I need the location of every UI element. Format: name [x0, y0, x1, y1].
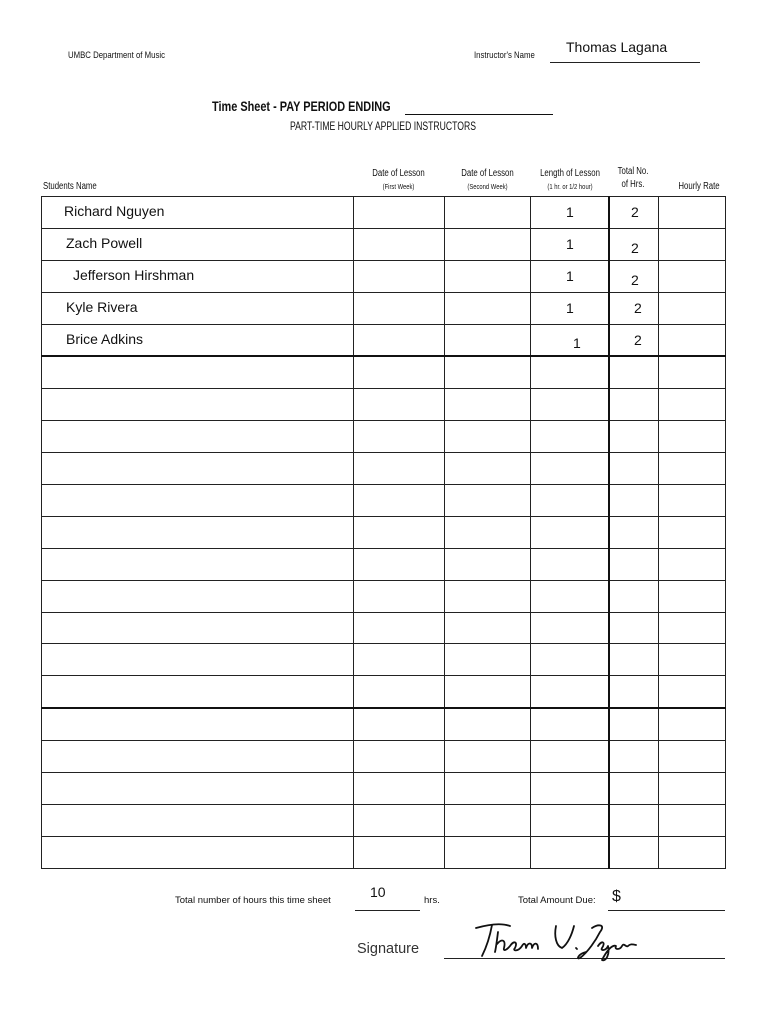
cell-lesson-length[interactable] [531, 741, 610, 773]
lesson-length-text: 1 [573, 334, 581, 351]
cell-date-second-week[interactable] [445, 324, 531, 356]
cell-hourly-rate[interactable] [659, 804, 726, 836]
table-row [42, 644, 726, 676]
cell-student-name[interactable] [42, 644, 354, 676]
table-row [42, 485, 726, 517]
col-header-date2-title: Date of Lesson [461, 168, 514, 179]
cell-date-second-week[interactable] [445, 421, 531, 453]
cell-date-first-week[interactable] [354, 773, 445, 805]
cell-hourly-rate[interactable] [659, 708, 726, 740]
table-row [42, 356, 726, 388]
table-row [42, 516, 726, 548]
col-header-date2-sub: (Second Week) [467, 182, 508, 191]
cell-date-second-week[interactable] [445, 580, 531, 612]
total-due-line[interactable] [608, 910, 725, 911]
cell-total-hours[interactable] [609, 197, 659, 229]
cell-lesson-length[interactable] [531, 612, 610, 644]
cell-date-second-week[interactable] [445, 453, 531, 485]
cell-lesson-length[interactable] [531, 516, 610, 548]
cell-date-second-week[interactable] [445, 197, 531, 229]
col-header-date1-sub: (First Week) [382, 182, 415, 191]
pay-period-line [405, 114, 553, 115]
lesson-length-text: 1 [566, 267, 574, 284]
cell-date-first-week[interactable] [354, 676, 445, 708]
col-header-total-sub: of Hrs. [621, 179, 645, 190]
department-label: UMBC Department of Music [68, 50, 165, 61]
cell-student-name[interactable] [42, 453, 354, 485]
cell-lesson-length[interactable] [531, 421, 610, 453]
total-due-label: Total Amount Due: [518, 895, 596, 906]
cell-hourly-rate[interactable] [659, 197, 726, 229]
cell-hourly-rate[interactable] [659, 580, 726, 612]
cell-date-second-week[interactable] [445, 708, 531, 740]
cell-hourly-rate[interactable] [659, 389, 726, 421]
cell-date-first-week[interactable] [354, 197, 445, 229]
cell-total-hours[interactable] [609, 836, 659, 868]
page-title: Time Sheet - PAY PERIOD ENDING [212, 98, 391, 114]
cell-date-first-week[interactable] [354, 741, 445, 773]
table-row [42, 389, 726, 421]
cell-student-name[interactable] [42, 836, 354, 868]
cell-total-hours[interactable] [609, 644, 659, 676]
col-header-total [614, 165, 653, 191]
cell-date-first-week[interactable] [354, 389, 445, 421]
cell-hourly-rate[interactable] [659, 485, 726, 517]
cell-date-first-week[interactable] [354, 260, 445, 292]
instructor-name-label: Instructor's Name [474, 50, 535, 61]
cell-student-name[interactable] [42, 228, 354, 260]
cell-date-second-week[interactable] [445, 389, 531, 421]
total-hours-text: 2 [631, 239, 639, 256]
table-row [42, 260, 726, 292]
cell-date-first-week[interactable] [354, 324, 445, 356]
cell-student-name[interactable] [42, 612, 354, 644]
cell-student-name[interactable] [42, 421, 354, 453]
table-row [42, 676, 726, 708]
cell-date-first-week[interactable] [354, 644, 445, 676]
cell-lesson-length[interactable] [531, 197, 610, 229]
cell-total-hours[interactable] [609, 516, 659, 548]
cell-total-hours[interactable] [609, 421, 659, 453]
signature-label: Signature [357, 941, 420, 957]
cell-hourly-rate[interactable] [659, 421, 726, 453]
cell-lesson-length[interactable] [531, 676, 610, 708]
table-row [42, 421, 726, 453]
cell-hourly-rate[interactable] [659, 260, 726, 292]
cell-lesson-length[interactable] [531, 260, 610, 292]
cell-date-first-week[interactable] [354, 516, 445, 548]
student-name-text: Zach Powell [66, 234, 143, 251]
timesheet-table [41, 196, 726, 869]
col-header-total-title: Total No. [617, 166, 649, 177]
col-header-students: Students Name [43, 181, 97, 192]
cell-lesson-length[interactable] [531, 485, 610, 517]
table-row [42, 773, 726, 805]
cell-date-second-week[interactable] [445, 644, 531, 676]
cell-hourly-rate[interactable] [659, 612, 726, 644]
cell-hourly-rate[interactable] [659, 516, 726, 548]
cell-lesson-length[interactable] [531, 324, 610, 356]
table-row [42, 292, 726, 324]
table-row [42, 708, 726, 740]
col-header-length-sub: (1 hr. or 1/2 hour) [547, 182, 593, 191]
total-hours-line [355, 910, 420, 911]
table-row [42, 580, 726, 612]
signature-drawing [470, 918, 640, 964]
cell-hourly-rate[interactable] [659, 676, 726, 708]
cell-date-first-week[interactable] [354, 356, 445, 388]
cell-student-name[interactable] [42, 292, 354, 324]
col-header-length-title: Length of Lesson [540, 168, 600, 179]
cell-student-name[interactable] [42, 676, 354, 708]
cell-hourly-rate[interactable] [659, 836, 726, 868]
cell-total-hours[interactable] [609, 292, 659, 324]
cell-student-name[interactable] [42, 485, 354, 517]
cell-total-hours[interactable] [609, 356, 659, 388]
total-hours-text: 2 [631, 204, 639, 220]
cell-total-hours[interactable] [609, 741, 659, 773]
cell-date-first-week[interactable] [354, 612, 445, 644]
table-row [42, 548, 726, 580]
cell-date-second-week[interactable] [445, 773, 531, 805]
cell-total-hours[interactable] [609, 453, 659, 485]
cell-total-hours[interactable] [609, 580, 659, 612]
hrs-unit: hrs. [424, 895, 440, 906]
cell-date-first-week[interactable] [354, 804, 445, 836]
cell-hourly-rate[interactable] [659, 292, 726, 324]
table-row [42, 228, 726, 260]
cell-lesson-length[interactable] [531, 804, 610, 836]
cell-student-name[interactable] [42, 197, 354, 229]
col-header-date1-title: Date of Lesson [372, 168, 425, 179]
cell-date-second-week[interactable] [445, 260, 531, 292]
cell-lesson-length[interactable] [531, 389, 610, 421]
cell-total-hours[interactable] [609, 612, 659, 644]
cell-student-name[interactable] [42, 516, 354, 548]
cell-date-first-week[interactable] [354, 421, 445, 453]
cell-lesson-length[interactable] [531, 228, 610, 260]
total-hours-text: 2 [631, 271, 639, 288]
table-row [42, 836, 726, 868]
cell-date-second-week[interactable] [445, 292, 531, 324]
cell-total-hours[interactable] [609, 389, 659, 421]
cell-student-name[interactable] [42, 773, 354, 805]
cell-date-second-week[interactable] [445, 612, 531, 644]
cell-total-hours[interactable] [609, 228, 659, 260]
col-header-date2 [454, 167, 522, 193]
cell-lesson-length[interactable] [531, 292, 610, 324]
table-row [42, 197, 726, 229]
cell-lesson-length[interactable] [531, 644, 610, 676]
total-hours-text: 2 [634, 299, 642, 316]
lesson-length-text: 1 [566, 235, 574, 252]
total-hours-text: 2 [634, 331, 642, 348]
cell-date-first-week[interactable] [354, 708, 445, 740]
table-row [42, 324, 726, 356]
cell-date-second-week[interactable] [445, 548, 531, 580]
cell-student-name[interactable] [42, 804, 354, 836]
cell-student-name[interactable] [42, 324, 354, 356]
cell-date-first-week[interactable] [354, 580, 445, 612]
col-header-date1 [363, 167, 434, 193]
cell-student-name[interactable] [42, 741, 354, 773]
cell-lesson-length[interactable] [531, 580, 610, 612]
cell-date-first-week[interactable] [354, 228, 445, 260]
cell-hourly-rate[interactable] [659, 356, 726, 388]
cell-student-name[interactable] [42, 548, 354, 580]
page-subtitle: PART-TIME HOURLY APPLIED INSTRUCTORS [290, 119, 476, 133]
total-hours-label: Total number of hours this time sheet [175, 895, 331, 906]
lesson-length-text: 1 [566, 204, 574, 220]
cell-total-hours[interactable] [609, 676, 659, 708]
instructor-name-value[interactable]: Thomas Lagana [566, 39, 668, 55]
cell-student-name[interactable] [42, 708, 354, 740]
cell-student-name[interactable] [42, 260, 354, 292]
cell-date-second-week[interactable] [445, 741, 531, 773]
cell-date-first-week[interactable] [354, 836, 445, 868]
total-hours-value[interactable]: 10 [370, 884, 386, 900]
cell-hourly-rate[interactable] [659, 741, 726, 773]
table-row [42, 804, 726, 836]
table-row [42, 453, 726, 485]
cell-total-hours[interactable] [609, 260, 659, 292]
cell-student-name[interactable] [42, 580, 354, 612]
cell-hourly-rate[interactable] [659, 548, 726, 580]
cell-date-second-week[interactable] [445, 676, 531, 708]
cell-date-second-week[interactable] [445, 516, 531, 548]
col-header-rate: Hourly Rate [678, 181, 720, 192]
student-name-text: Brice Adkins [66, 330, 144, 347]
cell-total-hours[interactable] [609, 708, 659, 740]
currency-symbol: $ [612, 888, 621, 905]
cell-hourly-rate[interactable] [659, 644, 726, 676]
cell-date-second-week[interactable] [445, 228, 531, 260]
cell-student-name[interactable] [42, 356, 354, 388]
cell-date-first-week[interactable] [354, 548, 445, 580]
student-name-text: Jefferson Hirshman [73, 266, 195, 283]
cell-hourly-rate[interactable] [659, 324, 726, 356]
cell-lesson-length[interactable] [531, 548, 610, 580]
cell-date-first-week[interactable] [354, 292, 445, 324]
cell-total-hours[interactable] [609, 324, 659, 356]
cell-total-hours[interactable] [609, 804, 659, 836]
cell-hourly-rate[interactable] [659, 773, 726, 805]
student-name-text: Kyle Rivera [66, 298, 138, 315]
cell-date-first-week[interactable] [354, 453, 445, 485]
cell-total-hours[interactable] [609, 485, 659, 517]
cell-student-name[interactable] [42, 389, 354, 421]
cell-lesson-length[interactable] [531, 836, 610, 868]
cell-date-first-week[interactable] [354, 485, 445, 517]
table-row [42, 612, 726, 644]
cell-total-hours[interactable] [609, 548, 659, 580]
cell-total-hours[interactable] [609, 773, 659, 805]
cell-lesson-length[interactable] [531, 708, 610, 740]
col-header-length [535, 167, 605, 193]
cell-date-second-week[interactable] [445, 836, 531, 868]
student-name-text: Richard Nguyen [64, 203, 165, 219]
cell-lesson-length[interactable] [531, 773, 610, 805]
cell-date-second-week[interactable] [445, 485, 531, 517]
cell-lesson-length[interactable] [531, 453, 610, 485]
instructor-name-line [550, 62, 700, 63]
cell-hourly-rate[interactable] [659, 453, 726, 485]
cell-date-second-week[interactable] [445, 804, 531, 836]
cell-lesson-length[interactable] [531, 356, 610, 388]
cell-hourly-rate[interactable] [659, 228, 726, 260]
cell-date-second-week[interactable] [445, 356, 531, 388]
table-row [42, 741, 726, 773]
lesson-length-text: 1 [566, 299, 574, 316]
